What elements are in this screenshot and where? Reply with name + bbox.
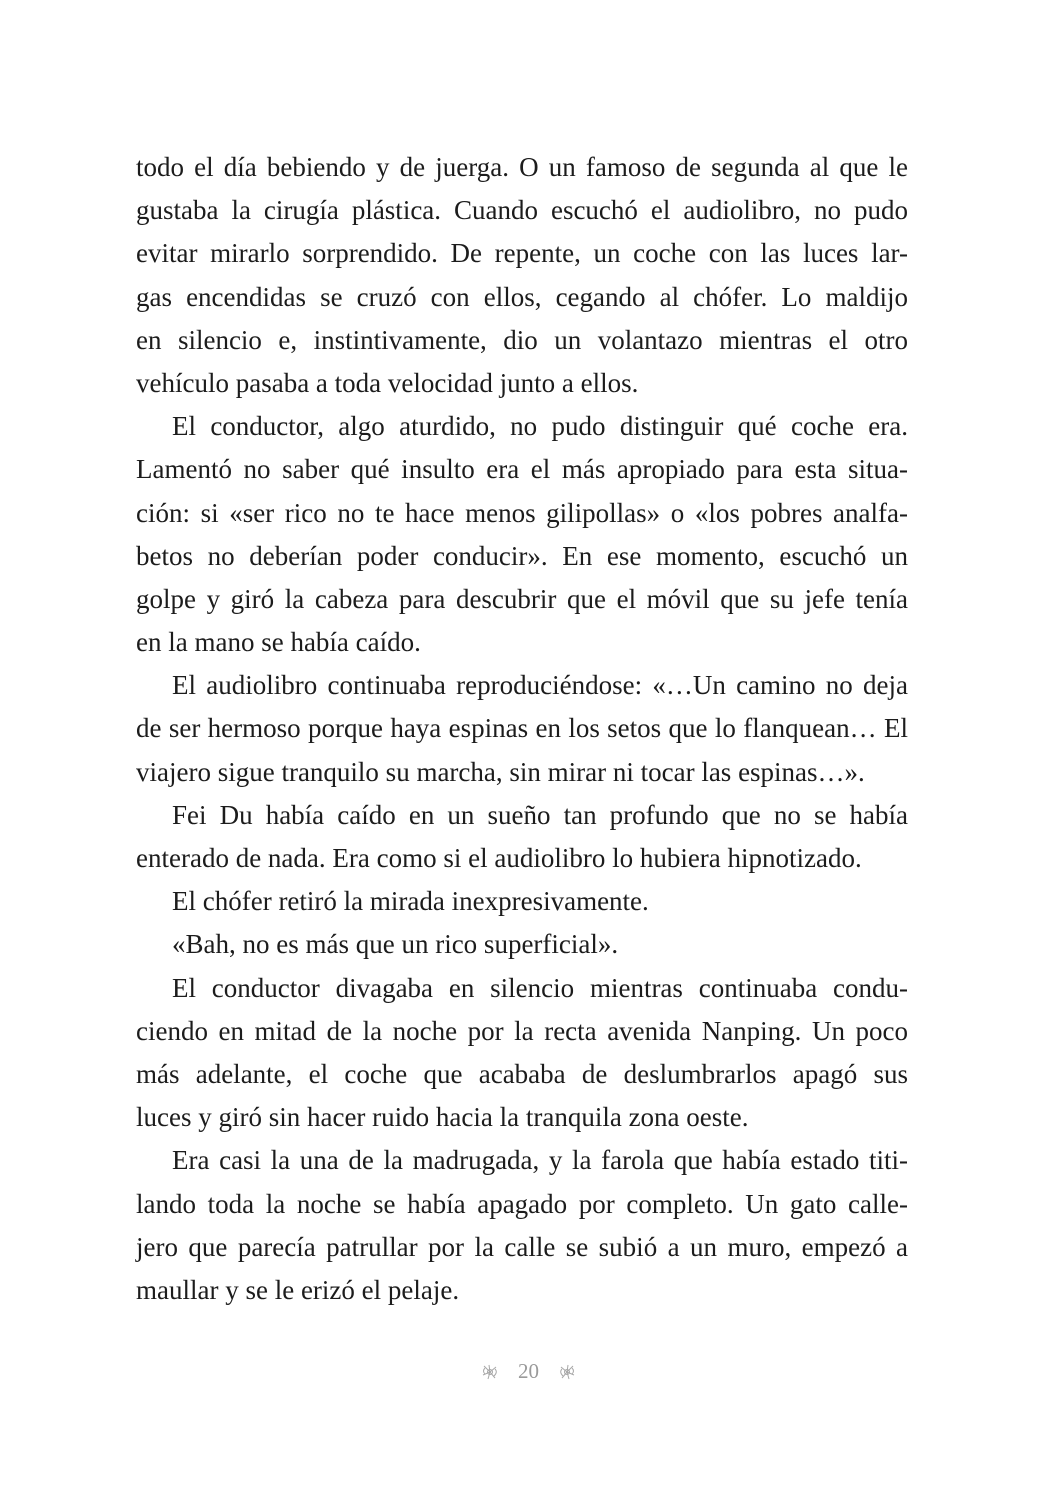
text-line: jero que parecía patrullar por la calle se subió a un muro, empezó a [136, 1231, 908, 1262]
text-line: ciendo en mitad de la noche por la recta avenida Nanping. Un poco [136, 1015, 908, 1046]
paragraph [136, 923, 908, 966]
paragraph [136, 146, 908, 405]
paragraph [136, 405, 908, 664]
paragraph [136, 1139, 908, 1312]
text-line: Lamentó no saber qué insulto era el más apropiado para esta situa- [136, 454, 908, 485]
text-line: Fei Du había caído en un sueño tan profundo que no se había [172, 799, 908, 830]
text-line: gustaba la cirugía plástica. Cuando escuchó el audiolibro, no pudo [136, 195, 908, 226]
body-text [136, 146, 908, 1312]
text-line: golpe y giró la cabeza para descubrir que el móvil que su jefe tenía [136, 583, 908, 614]
text-line: todo el día bebiendo y de juerga. O un famoso de segunda al que le [136, 152, 908, 182]
text-line: luces y giró sin hacer ruido hacia la tranquila zona oeste. [136, 1102, 749, 1133]
text-line: viajero sigue tranquilo su marcha, sin mirar ni tocar las espinas…». [136, 756, 865, 787]
text-line: El chófer retiró la mirada inexpresivamente. [172, 886, 649, 917]
text-line: lando toda la noche se había apagado por completo. Un gato calle- [136, 1188, 908, 1219]
text-line: Era casi la una de la madrugada, y la farola que había estado titi- [172, 1145, 908, 1176]
text-line: de ser hermoso porque haya espinas en los setos que lo flanquean… El [136, 713, 908, 744]
text-line: evitar mirarlo sorprendido. De repente, un coche con las luces lar- [136, 238, 908, 269]
paragraph [136, 664, 908, 794]
text-line: El conductor, algo aturdido, no pudo distinguir qué coche era. [172, 411, 908, 442]
text-line: enterado de nada. Era como si el audiolibro lo hubiera hipnotizado. [136, 843, 862, 873]
text-line: en la mano se había caído. [136, 627, 421, 658]
text-line: «Bah, no es más que un rico superficial». [172, 929, 619, 960]
text-line: vehículo pasaba a toda velocidad junto a ellos. [136, 367, 639, 398]
paragraph [136, 880, 908, 923]
text-line: en silencio e, instintivamente, dio un volantazo mientras el otro [136, 324, 908, 355]
left-floral-ornament-icon [480, 1362, 500, 1380]
right-floral-ornament-icon [557, 1362, 577, 1380]
text-line: más adelante, el coche que acababa de deslumbrarlos apagó sus [136, 1058, 908, 1089]
paragraph [136, 967, 908, 1140]
text-line: betos no deberían poder conducir». En ese momento, escuchó un [136, 540, 908, 571]
text-line: El audiolibro continuaba reproduciéndose: «…Un camino no deja [172, 670, 908, 701]
page-number: 20 [518, 1358, 539, 1383]
page-footer [0, 1356, 1057, 1386]
text-line: ción: si «ser rico no te hace menos gilipollas» o «los pobres analfa- [136, 497, 908, 528]
text-line: El conductor divagaba en silencio mientras continuaba condu- [172, 972, 908, 1003]
text-line: maullar y se le erizó el pelaje. [136, 1274, 460, 1305]
text-line: gas encendidas se cruzó con ellos, cegando al chófer. Lo maldijo [136, 281, 908, 312]
paragraph [136, 794, 908, 880]
